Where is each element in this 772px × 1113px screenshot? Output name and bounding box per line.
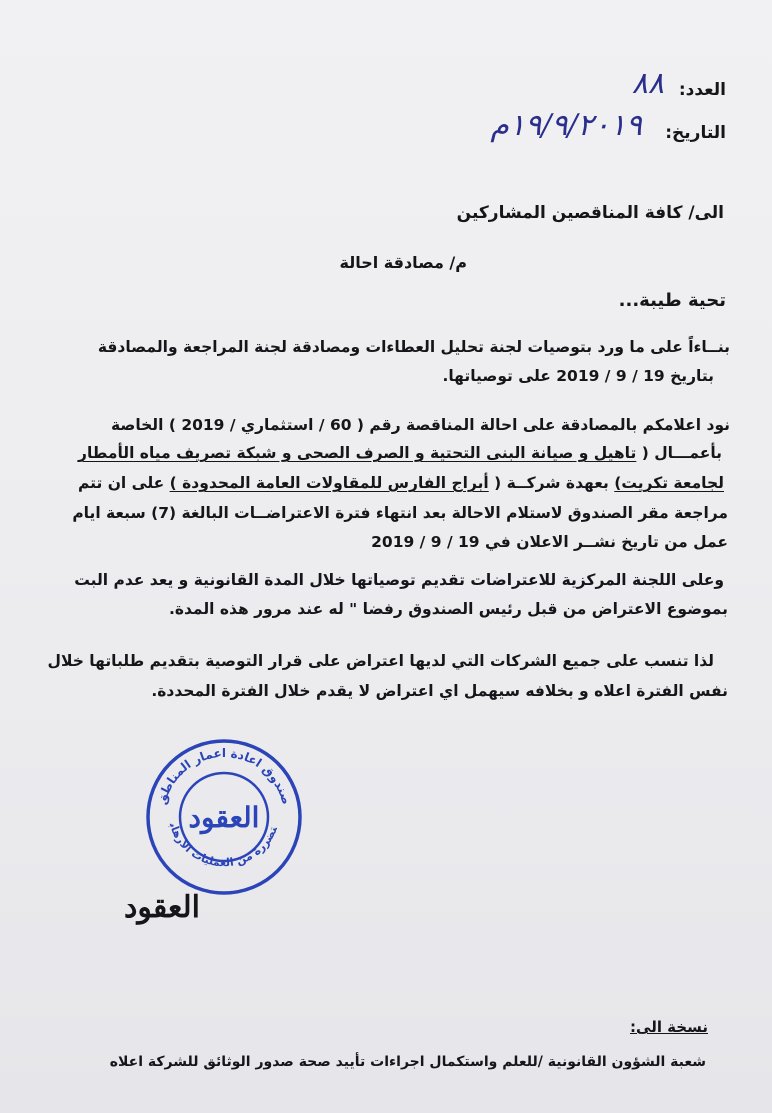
paragraph1-line1: بنــاءاً على ما ورد بتوصيات لجنة تحليل العطاءات ومصادقة لجنة المراجعة والمصادقة — [97, 338, 730, 356]
company-name: أبراج الفارس للمقاولات العامة المحدودة ) — [169, 474, 489, 492]
paragraph1-line2: بتاريخ 19 / 9 / 2019 على توصياتها. — [442, 367, 714, 385]
seal-graphic — [142, 737, 306, 897]
paragraph2-line3 — [78, 474, 724, 492]
date-label: التاريخ: — [665, 123, 726, 143]
paragraph2-line5: عمل من تاريخ نشــر الاعلان في 19 / 9 / 2019 — [371, 533, 728, 551]
seal-bottom-text: تضررة من العمليات الارهابية — [166, 821, 280, 870]
paragraph3-line1: وعلى اللجنة المركزية للاعتراضات تقديم توصياتها خلال المدة القانونية و يعد عدم البت — [74, 571, 724, 589]
copy-to-header: نسخة الى: — [630, 1018, 708, 1036]
subject-line: م/ مصادقة احالة — [339, 253, 467, 272]
paragraph4-line1: لذا تنسب على جميع الشركات التي لديها اعتراض على قرار التوصية بتقديم طلباتها خلال — [47, 652, 714, 670]
paragraph2-line3-suffix: على ان تتم — [78, 474, 165, 492]
recipient-line: الى/ كافة المناقصين المشاركين — [456, 203, 724, 223]
university-name: لجامعة تكريت) — [614, 474, 724, 492]
paragraph2-works-label: بأعمـــال ( — [641, 444, 722, 462]
paragraph2-line4: مراجعة مقر الصندوق لاستلام الاحالة بعد انتهاء فترة الاعتراضــات البالغة (7) سبعة ايام — [72, 504, 728, 522]
number-value-handwritten: ٨٨ — [631, 66, 664, 101]
seal-top-text: صندوق اعادة اعمار المناطق — [154, 745, 294, 807]
paragraph3-line2: بموضوع الاعتراض من قبل رئيس الصندوق رفضا " له عند مرور هذه المدة. — [168, 600, 728, 618]
company-intro: بعهدة شركــة ( — [494, 474, 609, 492]
paragraph2-line1: نود اعلامكم بالمصادقة على احالة المناقصة رقم ( 60 / استثماري / 2019 ) الخاصة — [110, 416, 730, 434]
project-name: تاهيل و صيانة البنى التحتية و الصرف الصحى و شبكة تصريف مياه الأمطار — [78, 444, 637, 462]
official-seal — [142, 737, 306, 897]
copy-to-line: شعبة الشؤون القانونية /للعلم واستكمال اجراءات تأييد صحة صدور الوثائق للشركة اعلاه — [109, 1054, 706, 1070]
greeting: تحية طيبة... — [618, 290, 726, 311]
number-label: العدد: — [678, 80, 726, 100]
paragraph2-line2 — [78, 444, 722, 462]
paragraph4-line2: نفس الفترة اعلاه و بخلافه سيهمل اي اعتراض لا يقدم خلال الفترة المحددة. — [151, 682, 728, 700]
signature-text: العقود — [124, 890, 200, 925]
seal-center-text: العقود — [188, 801, 260, 834]
date-value-handwritten: ١٩/٩/٢٠١٩م — [490, 108, 642, 143]
